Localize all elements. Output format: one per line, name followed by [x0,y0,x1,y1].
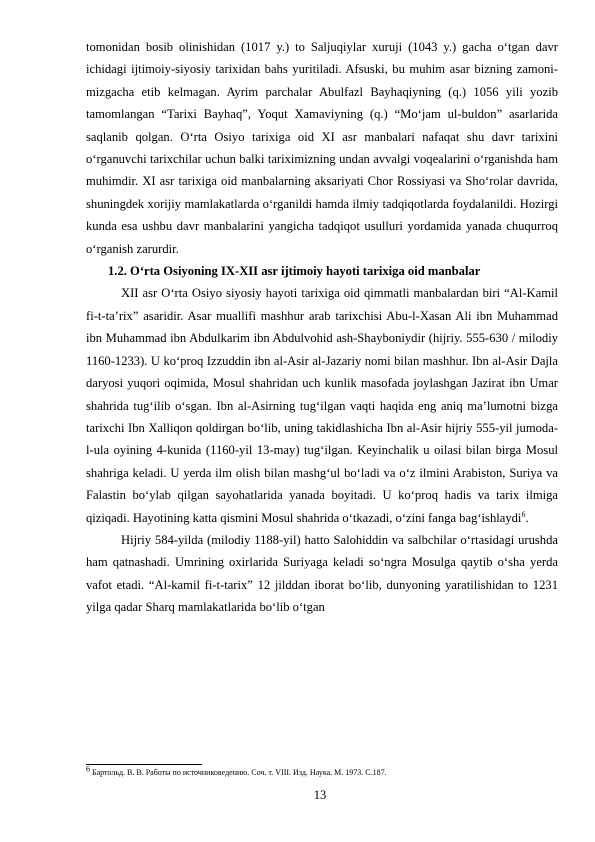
footnote-ref[interactable]: 6 [521,509,526,519]
paragraph-al-kamil [86,282,558,528]
section-heading: 1.2. O‘rta Osiyoning IX-XII asr ijtimoiy hayoti tarixiga oid manbalar [108,264,481,279]
footnote-text: Бартольд. В. В. Работы по источниковедению. Соч. т. VIII. Изд. Наука. М. 1973. С.187. [90,768,387,777]
footnote-number: 6 [86,764,90,774]
footnote-divider [86,764,202,765]
paragraph-intro: tomonidan bosib olinishidan (1017 y.) to Saljuqiylar xuruji (1043 y.) gacha o‘tgan davr ichidagi ijtimoiy-siyosiy tarixidan bahs yuritiladi. Afsuski, bu muhim asar bizning zamoni-mizgacha etib kelmagan. Ayrim parchalar Abulfazl Bayhaqiyning (q.) 1056 yili yozib tamomlangan “Tarixi Bayhaq”, Yoqut Xamaviyning (q.) “Mo‘jam ul-buldon” asarlarida saqlanib qolgan. O‘rta Osiyo tarixiga oid XI asr manbalari nafaqat shu davr tarixini o‘rganuvchi tarixchilar uchun balki tariximizning undan avvalgi voqealarini o‘rganishda ham muhimdir. XI asr tarixiga oid manbalarning aksariyati Chor Rossiyasi va Sho‘rolar davrida, shuningdek xorijiy mamlakatlarda o‘rganildi hamda ilmiy tadqiqotlarda foydalanildi. Hozirgi kunda esa ushbu davr manbalarini yangicha tadqiqot usulluri yordamida yanada chuqurroq o‘rganish zarurdir. [86,40,558,256]
paragraph-end-punct: . [525,510,529,525]
paragraph-later-life: Hijriy 584-yilda (milodiy 1188-yil) hatto Salohiddin va salbchilar o‘rtasidagi urushda ham qatnashadi. Umrining oxirlarida Suriyaga keladi so‘ngra Mosulga qaytib o‘sha yerda vafot etadi. “Al-kamil fi-t-tarix” 12 jilddan iborat bo‘lib, dunyoning yaratilishidan to 1231 yilga qadar Sharq mamlakatlarida bo‘lib o‘tgan [86,532,558,615]
footnote [86,764,558,778]
paragraph-al-kamil-text: XII asr O‘rta Osiyo siyosiy hayoti tarixiga oid qimmatli manbalardan biri “Al-Kamil fi-t-ta’rix” asaridir. Asar muallifi mashhur arab tarixchisi Abu-l-Xasan Ali ibn Muhammad ibn Muhammad ibn Abdulkarim ibn Abdulvohid ash-Shayboniydir (hijriy. 555-630 / milodiy 1160-1233). U ko‘proq Izzuddin ibn al-Asir al-Jazariy nomi bilan mashhur. Ibn al-Asir Dajla daryosi yuqori oqimida, Mosul shahridan uch kunlik masofada joylashgan Jazirat ibn Umar shahrida tug‘ilib o‘sgan. Ibn al-Asirning tug‘ilgan vaqti haqida eng aniq ma’lumotni bizga tarixchi Ibn Xalliqon qoldirgan bo‘lib, uning takidlashicha Ibn al-Asir hijriy 555-yil jumoda-l-ula oyining 4-kunida (1160-yil 13-may) tug‘ilgan. Keyinchalik u oilasi bilan birga Mosul shahriga keladi. U yerda ilm olish bilan mashg‘ul bo‘ladi va o‘z ilmini Arabiston, Suriya va Falastin bo‘ylab qilgan sayohatlarida yanada boyitadi. U ko‘proq hadis va tarix ilmiga qiziqadi. Hayotining katta qismini Mosul shahrida o‘tkazadi, o‘zini fanga bag‘ishlaydi [86,286,558,525]
page-number: 13 [313,788,327,802]
page-body [86,36,558,619]
